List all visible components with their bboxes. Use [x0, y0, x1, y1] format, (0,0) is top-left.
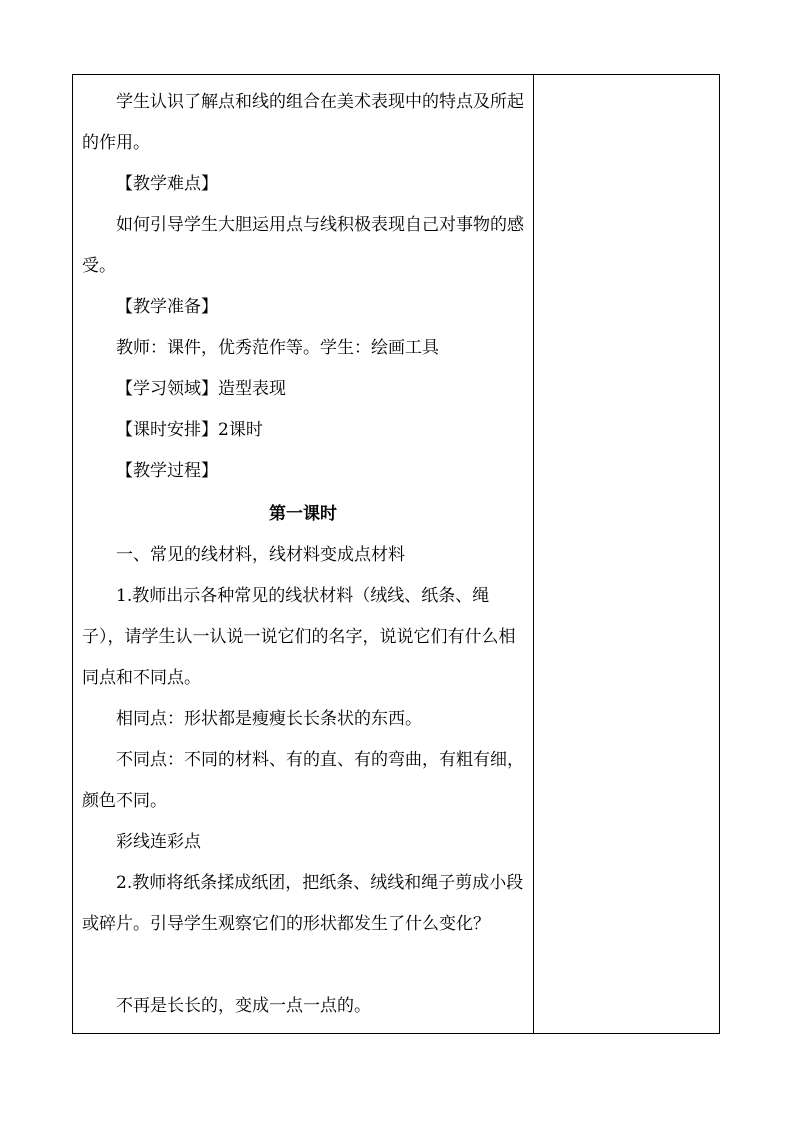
paragraph-learning-area: 【学习领域】造型表现	[116, 379, 286, 399]
paragraph-preparation: 教师：课件，优秀范作等。学生：绘画工具	[116, 338, 439, 358]
paragraph-difficulty: 如何引导学生大胆运用点与线积极表现自己对事物的感受。	[82, 215, 524, 276]
paragraph-difference: 不同点：不同的材料、有的直、有的弯曲，有粗有细，颜色不同。	[82, 750, 524, 811]
paragraph-conclusion: 不再是长长的，变成一点一点的。	[116, 996, 371, 1016]
paragraph-step-1: 1.教师出示各种常见的线状材料（绒线、纸条、绳子），请学生认一认说一说它们的名字，说说它们有什么相同点和不同点。	[82, 586, 516, 688]
section-title-first-lesson: 第一课时	[269, 504, 337, 524]
paragraph-objective: 学生认识了解点和线的组合在美术表现中的特点及所起的作用。	[82, 92, 524, 153]
paragraph-schedule: 【课时安排】2课时	[116, 420, 263, 440]
heading-process: 【教学过程】	[116, 461, 218, 481]
paragraph-part-one: 一、常见的线材料，线材料变成点材料	[116, 545, 405, 565]
paragraph-similarity: 相同点：形状都是瘦瘦长长条状的东西。	[116, 709, 422, 729]
heading-preparation: 【教学准备】	[116, 297, 218, 317]
content-cell	[73, 75, 533, 1033]
paragraph-step-2: 2.教师将纸条揉成纸团，把纸条、绒线和绳子剪成小段或碎片。引导学生观察它们的形状都发生了什么变化？	[82, 873, 524, 934]
lesson-plan-table	[72, 74, 720, 1034]
paragraph-color-line: 彩线连彩点	[116, 832, 201, 852]
notes-cell	[534, 75, 719, 1033]
heading-difficulty: 【教学难点】	[116, 174, 218, 194]
